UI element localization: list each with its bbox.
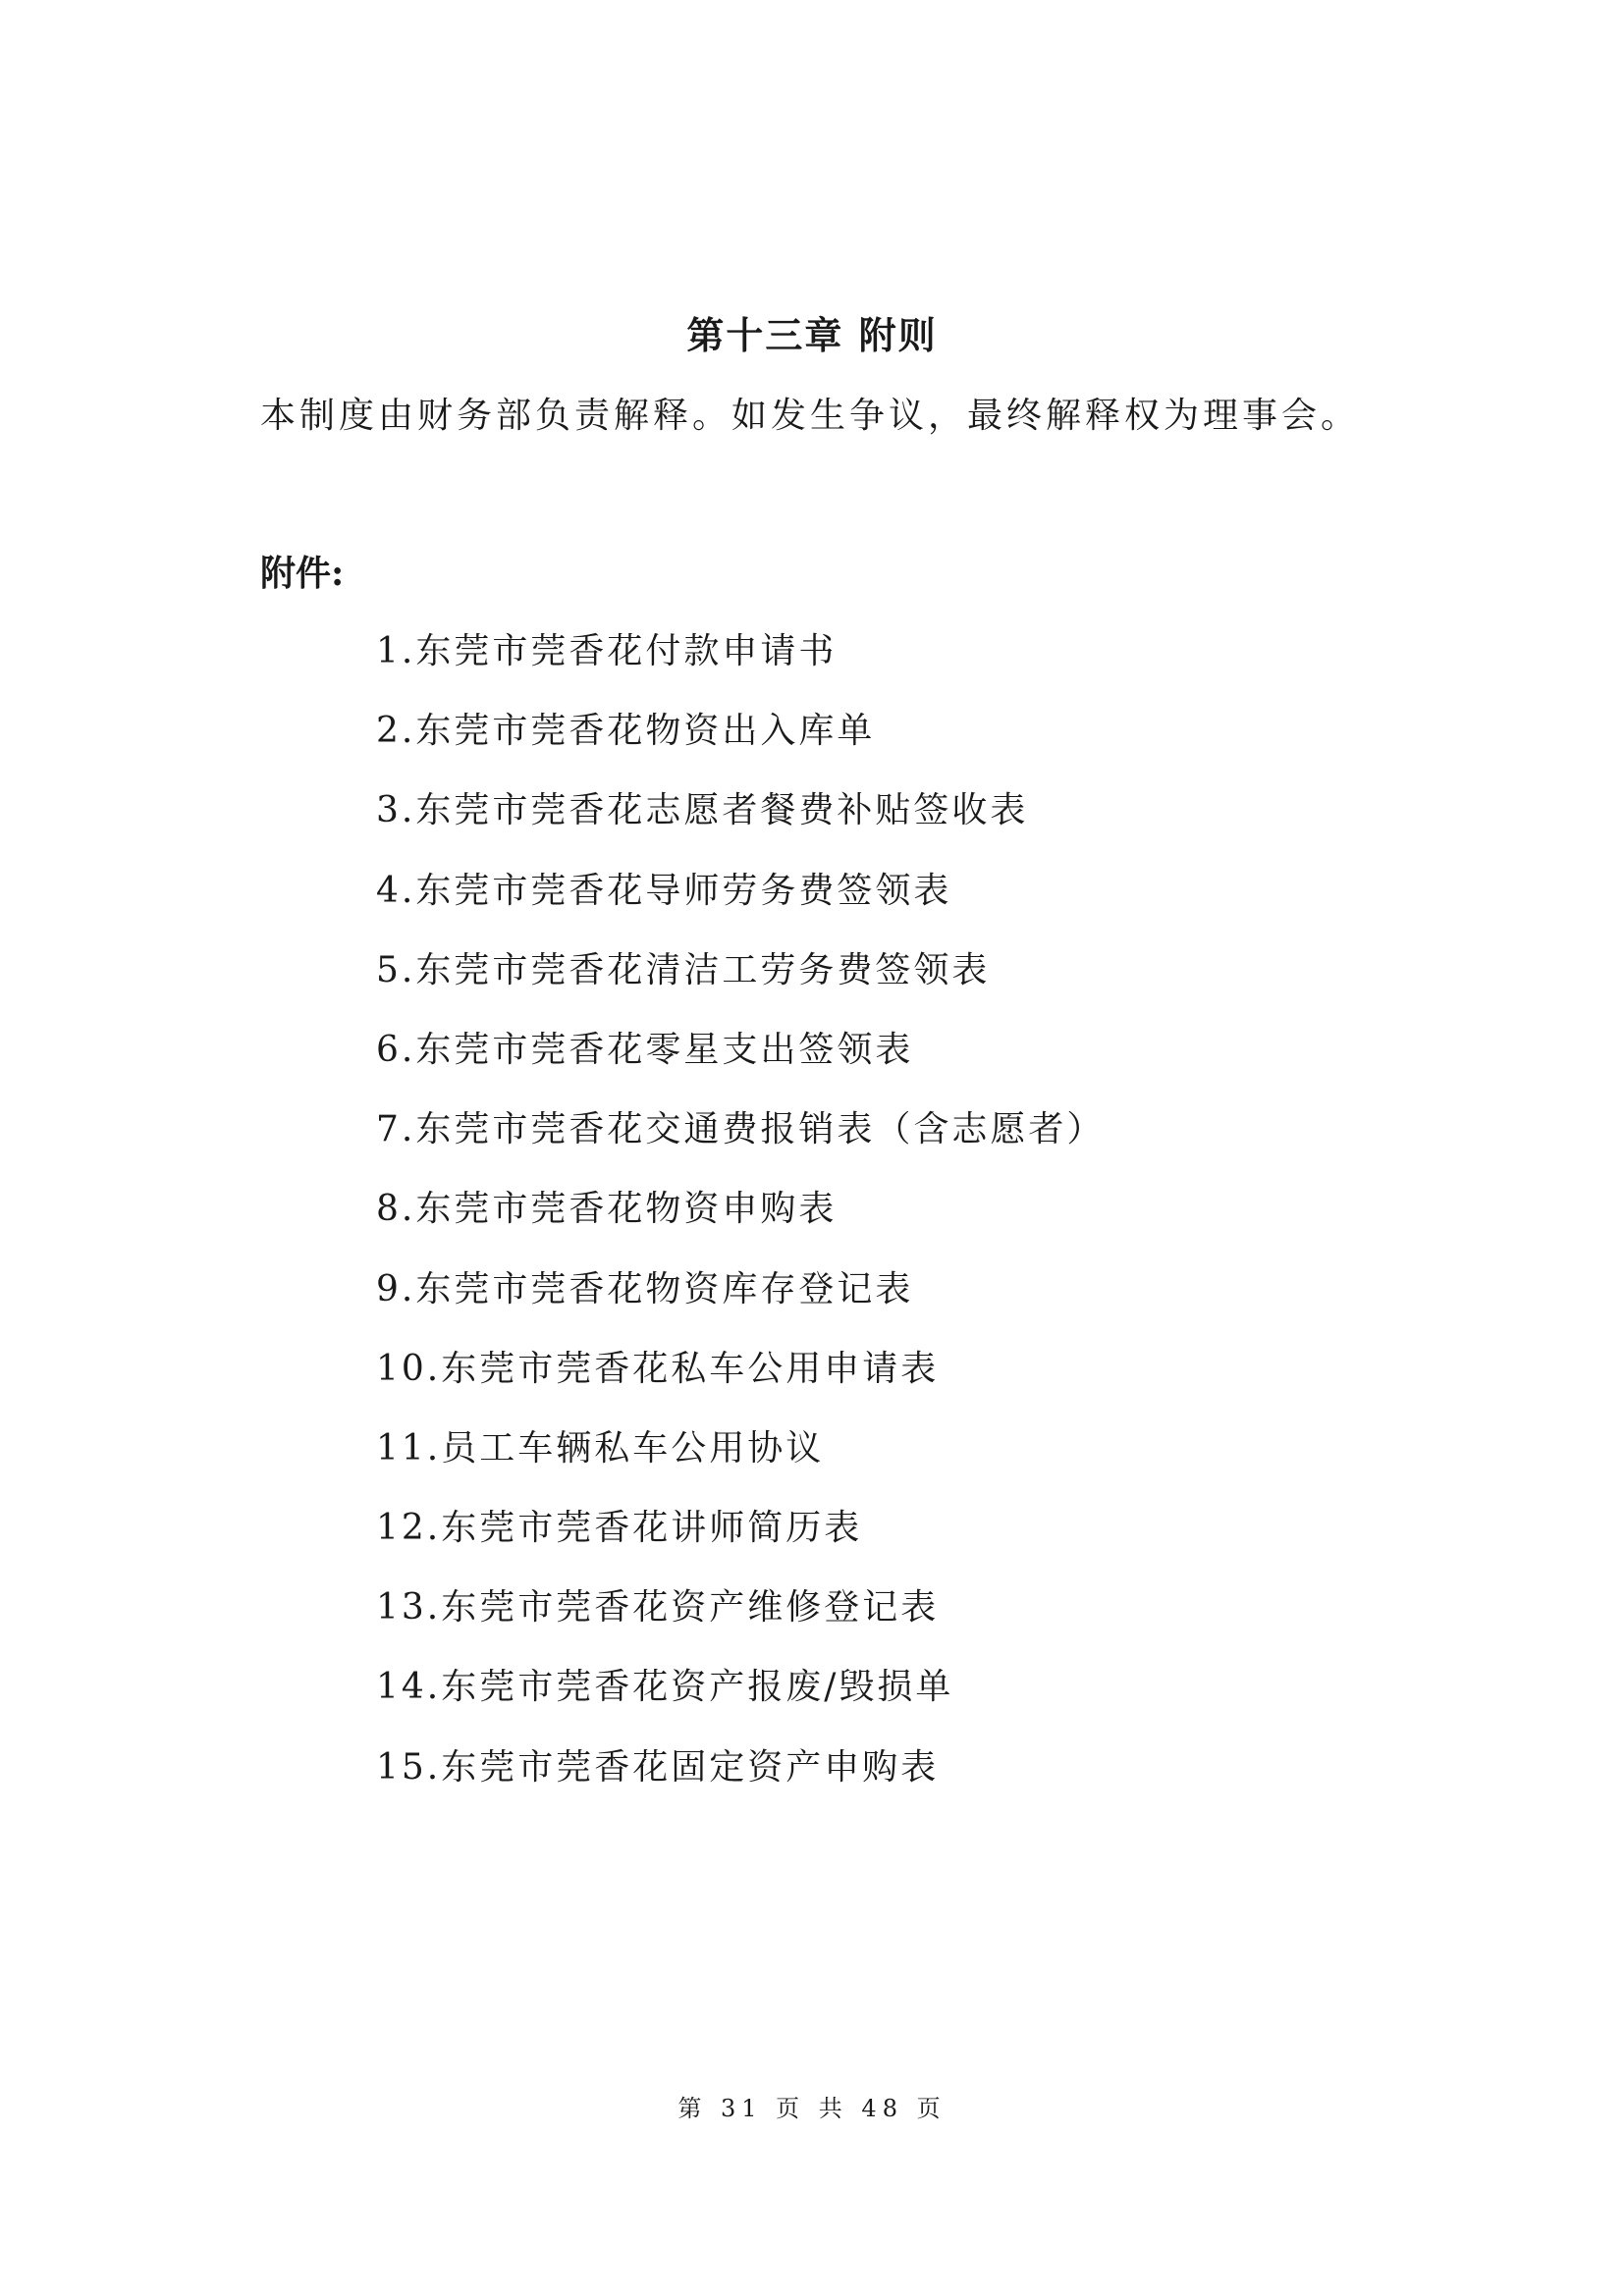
list-item: 8.东莞市莞香花物资申购表 [376, 1189, 838, 1230]
list-item: 6.东莞市莞香花零星支出签领表 [376, 1029, 914, 1070]
list-item: 2.东莞市莞香花物资出入库单 [376, 711, 876, 752]
list-item: 10.东莞市莞香花私车公用申请表 [376, 1348, 940, 1389]
list-item: 4.东莞市莞香花导师劳务费签领表 [376, 870, 952, 911]
list-item: 1.东莞市莞香花付款申请书 [376, 631, 838, 671]
chapter-title: 第十三章 附则 [686, 313, 938, 357]
list-item: 15.东莞市莞香花固定资产申购表 [376, 1746, 940, 1788]
list-item: 14.东莞市莞香花资产报废/毁损单 [376, 1667, 954, 1708]
list-item: 5.东莞市莞香花清洁工劳务费签领表 [376, 949, 991, 990]
list-item: 12.东莞市莞香花讲师简历表 [376, 1508, 863, 1549]
chapter-paragraph: 本制度由财务部负责解释。如发生争议，最终解释权为理事会。 [260, 396, 1361, 436]
attachments-list [376, 628, 1105, 1824]
list-item: 13.东莞市莞香花资产维修登记表 [376, 1587, 940, 1629]
list-item: 3.东莞市莞香花志愿者餐费补贴签收表 [376, 790, 1029, 831]
page-number-footer: 第 31 页 共 48 页 [677, 2095, 947, 2122]
list-item: 11.员工车辆私车公用协议 [376, 1427, 825, 1468]
attachments-heading: 附件: [260, 553, 345, 594]
list-item: 7.东莞市莞香花交通费报销表（含志愿者） [376, 1109, 1106, 1150]
list-item: 9.东莞市莞香花物资库存登记表 [376, 1268, 914, 1309]
